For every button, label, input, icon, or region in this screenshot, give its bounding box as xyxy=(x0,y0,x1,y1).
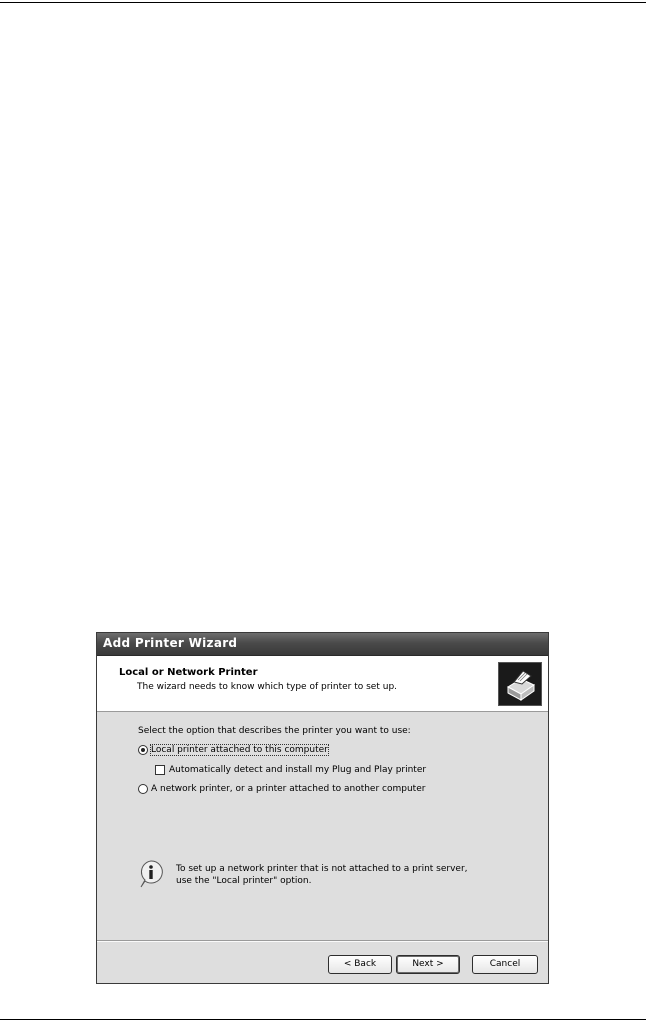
selection-prompt: Select the option that describes the printer you want to use: xyxy=(138,726,411,736)
header-title: Local or Network Printer xyxy=(119,667,258,678)
info-icon xyxy=(137,859,165,889)
network-printer-label[interactable]: A network printer, or a printer attached to another computer xyxy=(151,784,426,794)
next-button[interactable]: Next > xyxy=(396,955,460,974)
auto-detect-option[interactable] xyxy=(155,765,426,775)
window-title: Add Printer Wizard xyxy=(103,636,238,650)
network-printer-radio[interactable] xyxy=(138,784,148,794)
add-printer-wizard-dialog xyxy=(96,632,549,984)
header-subtitle: The wizard needs to know which type of printer to set up. xyxy=(137,682,398,692)
auto-detect-checkbox[interactable] xyxy=(155,765,165,775)
title-bar[interactable] xyxy=(97,633,548,656)
printer-icon xyxy=(498,662,542,706)
info-line-2: use the "Local printer" option. xyxy=(176,876,312,886)
back-button[interactable]: < Back xyxy=(328,955,392,974)
local-printer-label[interactable]: Local printer attached to this computer xyxy=(151,745,328,755)
bottom-page-rule xyxy=(0,1019,646,1020)
local-printer-option[interactable] xyxy=(138,745,328,755)
auto-detect-label[interactable]: Automatically detect and install my Plug and Play printer xyxy=(169,765,427,775)
top-page-rule xyxy=(0,2,646,3)
info-text xyxy=(176,863,468,887)
info-line-1: To set up a network printer that is not attached to a print server, xyxy=(176,864,468,874)
wizard-header xyxy=(97,656,548,712)
cancel-button[interactable]: Cancel xyxy=(472,955,538,974)
button-separator xyxy=(97,940,548,942)
local-printer-radio[interactable] xyxy=(138,745,148,755)
network-printer-option[interactable] xyxy=(138,784,425,794)
